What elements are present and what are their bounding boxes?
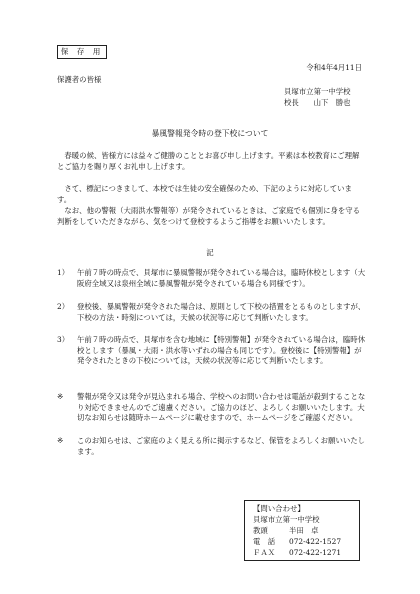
item-number: 3） (57, 335, 70, 344)
note-item (57, 392, 367, 424)
contact-school: 貝塚市立第一中学校 (253, 515, 320, 524)
addressee: 保護者の皆様 (57, 75, 102, 84)
fax-number: 072-422-1271 (289, 548, 342, 557)
other-warnings-paragraph: なお、他の警報（大雨洪水警報等）が発令されているときは、ご家庭でも個別に身を守る判断をしていただきながら、気をつけて登校するようご指導をお願いいたします。 (57, 206, 361, 226)
item-number: 2） (57, 302, 70, 311)
note-text: このお知らせは、ご家庭のよく見える所に掲示するなど、保管をよろしくお願いいたします。 (77, 436, 366, 456)
item-text: 午前７時の時点で、貝塚市を含む地域に【特別警報】が発令されている場合は，臨時休校とします（暴風・大雨・洪水等いずれの場合も同じです）。登校後に【特別警報】が発令されたときの下校については，天候の状況等に応じて判断いたします。 (77, 335, 366, 366)
sender-school: 貝塚市立第一中学校 (284, 87, 351, 96)
tel-label: 電 話 (253, 537, 276, 546)
document-title: 暴風警報発令時の登下校について (151, 129, 269, 138)
note-item (57, 436, 367, 457)
policy-paragraph: さて、標記につきまして、本校では生徒の安全確保のため、下記のように対応しています。 (57, 184, 352, 204)
contact-heading: 【問い合わせ】 (253, 504, 305, 513)
issue-date: 令和4年4月11日 (306, 63, 362, 72)
tel-number: 072-422-1527 (289, 537, 342, 546)
sender-principal: 校長 山下 勝也 (284, 97, 351, 107)
list-item (57, 302, 367, 323)
contact-fax-row (253, 547, 359, 558)
teacher-label: 教頭 (253, 526, 268, 535)
contact-tel-row (253, 536, 359, 547)
ki-heading: 記 (206, 248, 214, 257)
item-text: 登校後、暴風警報が発令された場合は、原則として下校の措置をとるものとしますが、下校の方法・時刻については，天候の状況等に応じて判断いたします。 (77, 302, 366, 322)
list-item (57, 335, 367, 367)
sender-block (284, 87, 351, 108)
preservation-stamp: 保 存 用 (57, 45, 107, 59)
list-item (57, 268, 367, 289)
note-mark: ※ (57, 392, 64, 401)
item-text: 午前７時の時点で、貝塚市に暴風警報が発令されている場合は，臨時休校とします（大阪府全域又は泉州全域に暴風警報が発令されている場合も同様です）。 (77, 268, 366, 288)
note-mark: ※ (57, 436, 64, 445)
fax-label: ＦＡＸ (253, 548, 276, 557)
item-number: 1） (57, 268, 70, 277)
contact-box (244, 500, 360, 561)
greeting-paragraph: 春暖の候、皆様方には益々ご健勝のこととお喜び申し上げます。平素は本校教育にご理解とご協力を賜り厚くお礼申し上げます。 (57, 151, 360, 171)
contact-teacher-row (253, 525, 359, 536)
note-text: 警報が発令又は発令が見込まれる場合、学校へのお問い合わせは電話が殺到することなり対応できませんのでご遠慮ください。ご協力のほど、よろしくお願いいたします。大切なお知らせは随時ホームページに載せますので、ホームページをご確認ください。 (77, 392, 366, 423)
teacher-name: 半田 卓 (289, 526, 319, 535)
